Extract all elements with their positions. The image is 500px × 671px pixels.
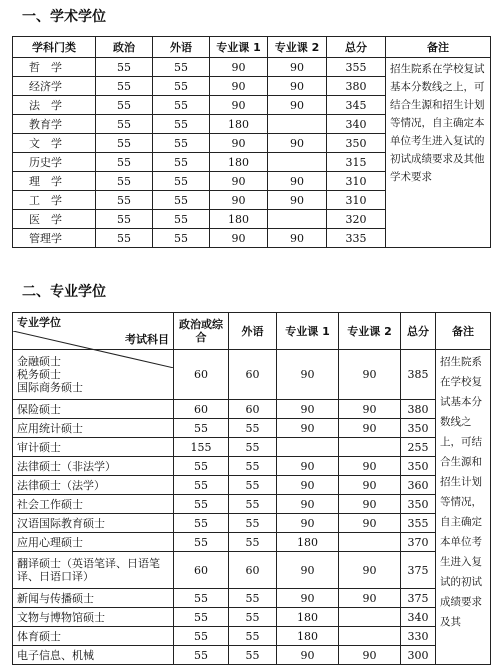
- degree-cell: [13, 627, 174, 646]
- major-1-cell: 90: [210, 96, 268, 115]
- table-row: [13, 419, 491, 438]
- header-major-2: 专业课 2: [339, 313, 401, 350]
- degree-label: 金融硕士: [17, 355, 61, 368]
- degree-cell: [13, 495, 174, 514]
- major-1-cell: 90: [277, 495, 339, 514]
- header-major-1: 专业课 1: [277, 313, 339, 350]
- major-2-cell: 90: [268, 191, 327, 210]
- degree-label: 审计硕士: [17, 440, 61, 454]
- discipline-cell: 法 学: [13, 96, 96, 115]
- foreign-language-cell: 55: [153, 153, 210, 172]
- major-1-cell: 180: [210, 153, 268, 172]
- degree-cell: [13, 400, 174, 419]
- politics-cell: 55: [174, 514, 229, 533]
- degree-cell: [13, 476, 174, 495]
- degree-label: 法律硕士（非法学）: [17, 459, 116, 473]
- major-1-cell: 180: [277, 533, 339, 552]
- major-1-cell: 90: [210, 172, 268, 191]
- foreign-language-cell: 55: [229, 419, 277, 438]
- professional-degree-table: [12, 312, 491, 665]
- foreign-language-cell: 55: [153, 58, 210, 77]
- total-cell: 310: [327, 172, 386, 191]
- major-1-cell: 90: [210, 58, 268, 77]
- major-2-cell: 90: [339, 419, 401, 438]
- major-1-cell: 90: [210, 77, 268, 96]
- header-total: 总分: [327, 37, 386, 58]
- note-cell: 招生院系在学校复试基本分数线之上，可结合生源和招生计划等情况，自主确定本单位考生进入复试的初试成绩要求及其他学术要求: [386, 58, 491, 248]
- header-note: 备注: [386, 37, 491, 58]
- major-2-cell: 90: [268, 58, 327, 77]
- degree-label: 法律硕士（法学）: [17, 478, 105, 492]
- discipline-cell: 理 学: [13, 172, 96, 191]
- politics-cell: 55: [96, 134, 153, 153]
- politics-cell: 55: [174, 646, 229, 665]
- degree-cell: [13, 438, 174, 457]
- major-2-cell: [268, 153, 327, 172]
- total-cell: 350: [401, 457, 436, 476]
- foreign-language-cell: 55: [153, 77, 210, 96]
- professional-section-title: 二、专业学位: [22, 284, 106, 300]
- degree-label: 文物与博物馆硕士: [17, 610, 105, 624]
- politics-cell: 55: [174, 476, 229, 495]
- table-row: [13, 400, 491, 419]
- total-cell: 340: [327, 115, 386, 134]
- degree-label: 应用统计硕士: [17, 421, 83, 435]
- major-2-cell: [268, 115, 327, 134]
- discipline-cell: 历史学: [13, 153, 96, 172]
- total-cell: 375: [401, 589, 436, 608]
- major-2-cell: 90: [339, 350, 401, 400]
- header-politics-or-general: 政治或综合: [174, 313, 229, 350]
- total-cell: 310: [327, 191, 386, 210]
- foreign-language-cell: 55: [153, 210, 210, 229]
- table-row: [13, 438, 491, 457]
- header-note: 备注: [436, 313, 491, 350]
- degree-label: 保险硕士: [17, 402, 61, 416]
- foreign-language-cell: 55: [153, 115, 210, 134]
- discipline-cell: 医 学: [13, 210, 96, 229]
- politics-cell: 55: [96, 96, 153, 115]
- total-cell: 385: [401, 350, 436, 400]
- foreign-language-cell: 55: [229, 533, 277, 552]
- foreign-language-cell: 60: [229, 552, 277, 589]
- degree-cell: [13, 457, 174, 476]
- foreign-language-cell: 55: [229, 495, 277, 514]
- discipline-cell: 经济学: [13, 77, 96, 96]
- degree-label: 税务硕士: [17, 368, 61, 381]
- major-2-cell: [339, 608, 401, 627]
- major-1-cell: 90: [277, 400, 339, 419]
- major-2-cell: 90: [268, 77, 327, 96]
- politics-cell: 155: [174, 438, 229, 457]
- total-cell: 380: [327, 77, 386, 96]
- header-major-1: 专业课 1: [210, 37, 268, 58]
- politics-cell: 55: [96, 191, 153, 210]
- total-cell: 345: [327, 96, 386, 115]
- major-2-cell: 90: [339, 646, 401, 665]
- politics-cell: 55: [174, 533, 229, 552]
- total-cell: 350: [327, 134, 386, 153]
- major-2-cell: 90: [339, 457, 401, 476]
- degree-cell: [13, 589, 174, 608]
- politics-cell: 55: [174, 419, 229, 438]
- degree-cell: [13, 514, 174, 533]
- header-total: 总分: [401, 313, 436, 350]
- major-2-cell: [268, 210, 327, 229]
- table-row: [13, 589, 491, 608]
- table-row: [13, 552, 491, 589]
- table-row: [13, 476, 491, 495]
- table-row: [13, 457, 491, 476]
- degree-cell: [13, 646, 174, 665]
- discipline-cell: 文 学: [13, 134, 96, 153]
- major-1-cell: 90: [277, 646, 339, 665]
- header-foreign-language: 外语: [153, 37, 210, 58]
- discipline-cell: 教育学: [13, 115, 96, 134]
- politics-cell: 55: [174, 495, 229, 514]
- major-1-cell: 90: [277, 589, 339, 608]
- total-cell: 340: [401, 608, 436, 627]
- foreign-language-cell: 55: [153, 96, 210, 115]
- foreign-language-cell: 55: [153, 191, 210, 210]
- major-1-cell: 180: [277, 627, 339, 646]
- total-cell: 255: [401, 438, 436, 457]
- politics-cell: 60: [174, 552, 229, 589]
- discipline-cell: 管理学: [13, 229, 96, 248]
- major-1-cell: 90: [277, 350, 339, 400]
- header-major-2: 专业课 2: [268, 37, 327, 58]
- header-exam-subject: 考试科目: [125, 333, 169, 346]
- foreign-language-cell: 60: [229, 400, 277, 419]
- total-cell: 315: [327, 153, 386, 172]
- major-2-cell: 90: [339, 476, 401, 495]
- foreign-language-cell: 55: [229, 514, 277, 533]
- foreign-language-cell: 55: [229, 627, 277, 646]
- politics-cell: 55: [96, 153, 153, 172]
- major-1-cell: 180: [277, 608, 339, 627]
- foreign-language-cell: 55: [229, 438, 277, 457]
- degree-cell: [13, 552, 174, 589]
- degree-label: 新闻与传播硕士: [17, 591, 94, 605]
- major-1-cell: 90: [277, 419, 339, 438]
- header-diagonal-cell: [13, 313, 174, 350]
- major-2-cell: 90: [339, 552, 401, 589]
- degree-cell: [13, 608, 174, 627]
- major-1-cell: 90: [277, 552, 339, 589]
- degree-cell: [13, 533, 174, 552]
- degree-cell: [13, 419, 174, 438]
- major-2-cell: 90: [268, 134, 327, 153]
- politics-cell: 55: [96, 229, 153, 248]
- total-cell: 355: [327, 58, 386, 77]
- politics-cell: 55: [174, 457, 229, 476]
- major-1-cell: 90: [210, 134, 268, 153]
- politics-cell: 55: [174, 627, 229, 646]
- academic-degree-table: [12, 36, 491, 248]
- major-2-cell: 90: [268, 172, 327, 191]
- politics-cell: 55: [174, 589, 229, 608]
- total-cell: 355: [401, 514, 436, 533]
- foreign-language-cell: 55: [229, 476, 277, 495]
- foreign-language-cell: 60: [229, 350, 277, 400]
- degree-label: 体育硕士: [17, 629, 61, 643]
- politics-cell: 55: [96, 172, 153, 191]
- politics-cell: 55: [96, 58, 153, 77]
- table-row: [13, 58, 491, 77]
- table-row: [13, 514, 491, 533]
- politics-cell: 55: [174, 608, 229, 627]
- major-2-cell: 90: [339, 589, 401, 608]
- header-foreign-language: 外语: [229, 313, 277, 350]
- total-cell: 350: [401, 419, 436, 438]
- table-row: [13, 627, 491, 646]
- total-cell: 330: [401, 627, 436, 646]
- degree-label: 电子信息、机械: [17, 648, 94, 662]
- major-2-cell: 90: [339, 495, 401, 514]
- major-2-cell: 90: [268, 96, 327, 115]
- foreign-language-cell: 55: [153, 134, 210, 153]
- major-1-cell: 90: [277, 476, 339, 495]
- total-cell: 380: [401, 400, 436, 419]
- foreign-language-cell: 55: [229, 608, 277, 627]
- major-1-cell: 90: [277, 514, 339, 533]
- foreign-language-cell: 55: [229, 646, 277, 665]
- major-2-cell: [339, 627, 401, 646]
- foreign-language-cell: 55: [229, 589, 277, 608]
- table-row: [13, 495, 491, 514]
- major-2-cell: [339, 533, 401, 552]
- degree-label: 翻译硕士（英语笔译、日语笔译、日语口译）: [17, 557, 160, 583]
- note-cell: 招生院系在学校复试基本分数线之上，可结合生源和招生计划等情况，自主确定本单位考生进入复试的初试成绩要求及其: [436, 350, 491, 665]
- foreign-language-cell: 55: [229, 457, 277, 476]
- major-1-cell: 180: [210, 115, 268, 134]
- major-1-cell: 90: [277, 457, 339, 476]
- degree-label: 国际商务硕士: [17, 381, 83, 394]
- total-cell: 320: [327, 210, 386, 229]
- academic-header-row: [13, 37, 491, 58]
- politics-cell: 55: [96, 77, 153, 96]
- total-cell: 360: [401, 476, 436, 495]
- discipline-cell: 哲 学: [13, 58, 96, 77]
- degree-label: 社会工作硕士: [17, 497, 83, 511]
- major-1-cell: 90: [210, 191, 268, 210]
- major-2-cell: [339, 438, 401, 457]
- major-1-cell: 180: [210, 210, 268, 229]
- professional-header-row: [13, 313, 491, 350]
- major-2-cell: 90: [339, 514, 401, 533]
- degree-label: 汉语国际教育硕士: [17, 516, 105, 530]
- header-degree: 专业学位: [17, 316, 61, 329]
- major-2-cell: 90: [339, 400, 401, 419]
- academic-section-title: 一、学术学位: [22, 9, 106, 25]
- total-cell: 335: [327, 229, 386, 248]
- header-discipline: 学科门类: [13, 37, 96, 58]
- table-row: [13, 646, 491, 665]
- foreign-language-cell: 55: [153, 172, 210, 191]
- degree-label: 应用心理硕士: [17, 535, 83, 549]
- discipline-cell: 工 学: [13, 191, 96, 210]
- total-cell: 350: [401, 495, 436, 514]
- total-cell: 370: [401, 533, 436, 552]
- major-1-cell: [277, 438, 339, 457]
- total-cell: 375: [401, 552, 436, 589]
- table-row: [13, 608, 491, 627]
- politics-cell: 55: [96, 210, 153, 229]
- politics-cell: 60: [174, 350, 229, 400]
- major-1-cell: 90: [210, 229, 268, 248]
- header-politics: 政治: [96, 37, 153, 58]
- foreign-language-cell: 55: [153, 229, 210, 248]
- table-row: [13, 533, 491, 552]
- politics-cell: 55: [96, 115, 153, 134]
- politics-cell: 60: [174, 400, 229, 419]
- total-cell: 300: [401, 646, 436, 665]
- major-2-cell: 90: [268, 229, 327, 248]
